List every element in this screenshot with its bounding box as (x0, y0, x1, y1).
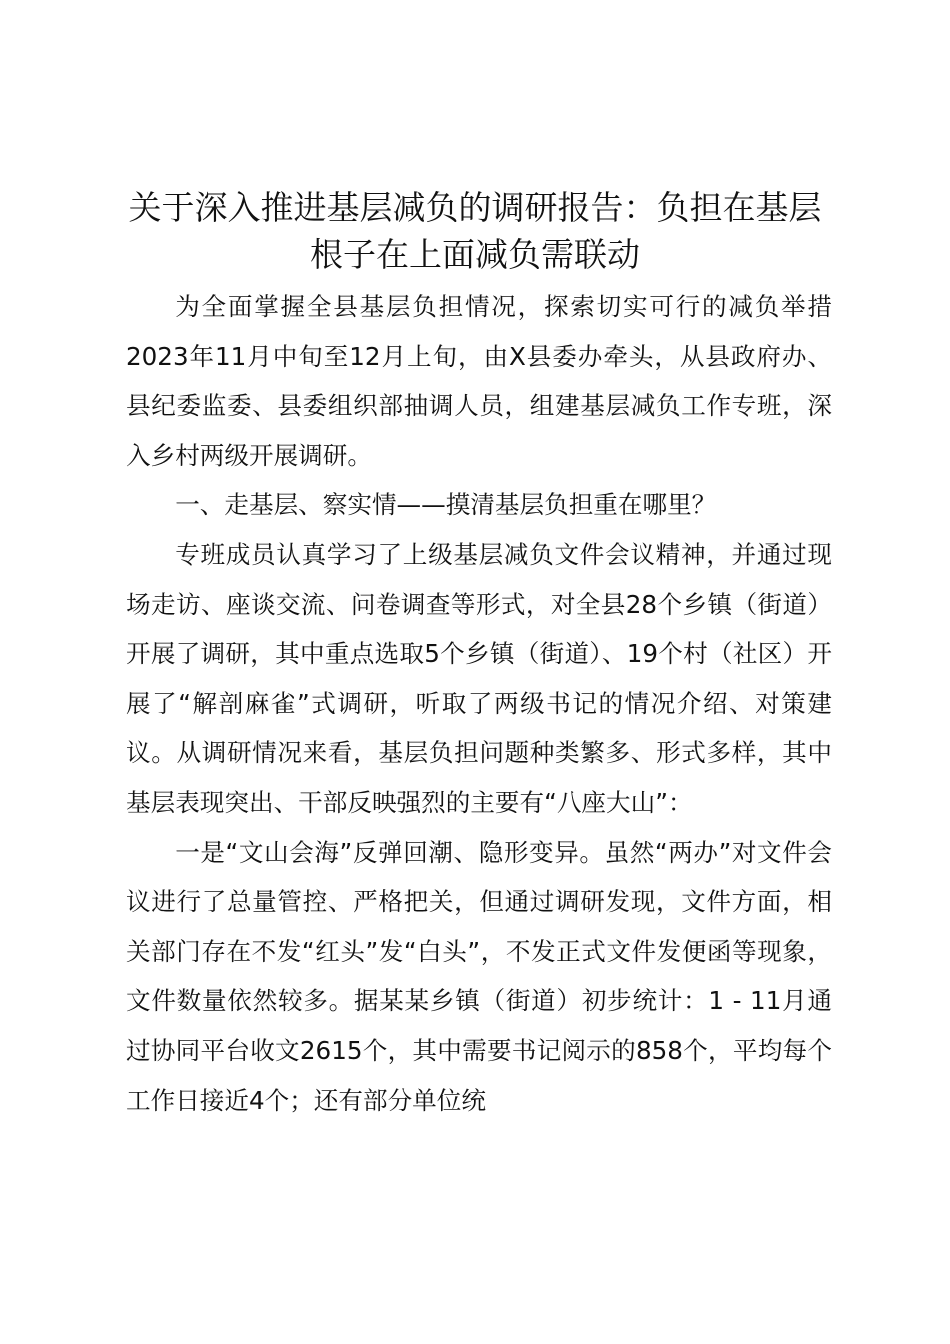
document-body (126, 282, 832, 1125)
paragraph-point-1: 一是“文山会海”反弹回潮、隐形变异。虽然“两办”对文件会议进行了总量管控、严格把关，但通过调研发现，文件方面，相关部门存在不发“红头”发“白头”，不发正式文件发便函等现象，文件数量依然较多。据某某乡镇（街道）初步统计：1 - 11月通过协同平台收文2615个，其中需要书记阅示的858个，平均每个工作日接近4个；还有部分单位统 (126, 837, 832, 1115)
paragraph-survey: 专班成员认真学习了上级基层减负文件会议精神，并通过现场走访、座谈交流、问卷调查等形式，对全县28个乡镇（街道）开展了调研，其中重点选取5个乡镇（街道）、19个村（社区）开展了“解剖麻雀”式调研，听取了两级书记的情况介绍、对策建议。从调研情况来看，基层负担问题种类繁多、形式多样，其中基层表现突出、干部反映强烈的主要有“八座大山”： (126, 539, 832, 817)
paragraph-intro: 为全面掌握全县基层负担情况，探索切实可行的减负举措2023年11月中旬至12月上旬，由X县委办牵头，从县政府办、县纪委监委、县委组织部抽调人员，组建基层减负工作专班，深入乡村两级开展调研。 (126, 292, 832, 470)
section-heading-1: 一、走基层、察实情——摸清基层负担重在哪里？ (175, 490, 717, 520)
document-title: 关于深入推进基层减负的调研报告：负担在基层根子在上面减负需联动 (128, 188, 822, 274)
